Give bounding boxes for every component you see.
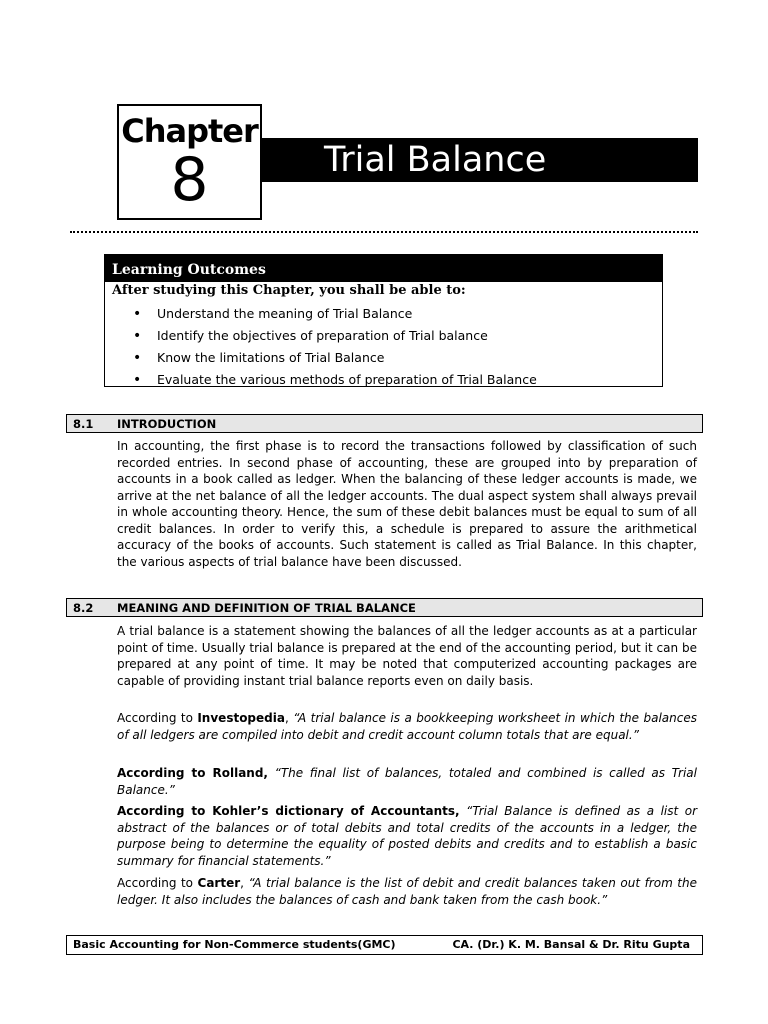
list-item [133, 303, 537, 325]
list-item [133, 369, 537, 391]
list-item-text: Evaluate the various methods of preparation of Trial Balance [157, 372, 537, 387]
definition-carter [117, 875, 697, 908]
definition-separator [268, 766, 275, 780]
learning-outcomes-heading: Learning Outcomes [105, 255, 662, 282]
learning-outcomes-intro: After studying this Chapter, you shall be able to: [112, 283, 466, 298]
bullet-icon: • [133, 350, 142, 366]
definition-source: Carter [197, 876, 241, 890]
section-title: MEANING AND DEFINITION OF TRIAL BALANCE [117, 601, 416, 615]
section-title: INTRODUCTION [117, 417, 217, 431]
definition-lead: According to [117, 876, 198, 890]
definition-quote: “A trial balance is the list of debit and credit balances taken out from the ledger. It also includes the balances of cash and bank taken from the cash book.” [117, 876, 698, 907]
definition-kohler [117, 803, 697, 869]
bullet-icon: • [133, 306, 142, 322]
footer-authors: CA. (Dr.) K. M. Bansal & Dr. Ritu Gupta [452, 938, 690, 951]
definition-source: According to Rolland, [117, 766, 268, 780]
learning-outcomes-list [133, 303, 537, 391]
definition-investopedia [117, 710, 697, 743]
list-item [133, 325, 537, 347]
chapter-box [117, 104, 262, 220]
section-heading-meaning [66, 598, 703, 617]
list-item-text: Understand the meaning of Trial Balance [157, 306, 413, 321]
chapter-label: Chapter [121, 112, 258, 150]
list-item-text: Identify the objectives of preparation of Trial balance [157, 328, 488, 343]
definition-quote: “A trial balance is a bookkeeping worksheet in which the balances of all ledgers are compiled into debit and credit account column totals that are equal.” [117, 711, 697, 742]
section-number: 8.2 [73, 601, 94, 615]
section-heading-introduction [66, 414, 703, 433]
bullet-icon: • [133, 328, 142, 344]
definition-lead: According to [117, 711, 198, 725]
chapter-title: Trial Balance [324, 140, 547, 180]
definition-separator: , [240, 876, 249, 890]
meaning-paragraph: A trial balance is a statement showing the balances of all the ledger accounts as at a particular point of time. Usually trial balance is prepared at the end of the accounting period, but it can be prepared at any point of time. It may be noted that computerized accounting packages are capable of providing instant trial balance reports even on daily basis. [117, 624, 697, 688]
learning-outcomes-box [104, 254, 663, 387]
introduction-paragraph: In accounting, the first phase is to record the transactions followed by classification of such recorded entries. In second phase of accounting, these are grouped into by preparation of accounts in a book called as ledger. When the balancing of these ledger accounts is made, we arrive at the net balance of all the ledger accounts. The dual aspect system shall always prevail in whole accounting theory. Hence, the sum of these debit balances must be equal to sum of all credit balances. In order to verify this, a schedule is prepared to assure the arithmetical accuracy of the books of accounts. Such statement is called as Trial Balance. In this chapter, the various aspects of trial balance have been discussed. [117, 439, 697, 569]
definition-quote: “The final list of balances, totaled and combined is called as Trial Balance.” [117, 766, 697, 797]
list-item [133, 347, 537, 369]
definition-quote: “Trial Balance is defined as a list or abstract of the balances or of total debits and total credits of the accounts in a ledger, the purpose being to determine the equality of posted debits and credits and to establish a basic summary for financial statements.” [117, 804, 698, 868]
footer-book-title: Basic Accounting for Non-Commerce students(GMC) [73, 938, 396, 951]
chapter-number: 8 [170, 145, 209, 215]
chapter-title-bar [262, 138, 698, 182]
bullet-icon: • [133, 372, 142, 388]
list-item-text: Know the limitations of Trial Balance [157, 350, 385, 365]
definition-source: According to Kohler’s dictionary of Accountants, [117, 804, 460, 818]
definition-separator: , [284, 711, 294, 725]
section-number: 8.1 [73, 417, 94, 431]
definition-rolland [117, 765, 697, 798]
dotted-divider [70, 231, 698, 233]
definition-source: Investopedia [197, 711, 285, 725]
page-footer [66, 935, 703, 955]
